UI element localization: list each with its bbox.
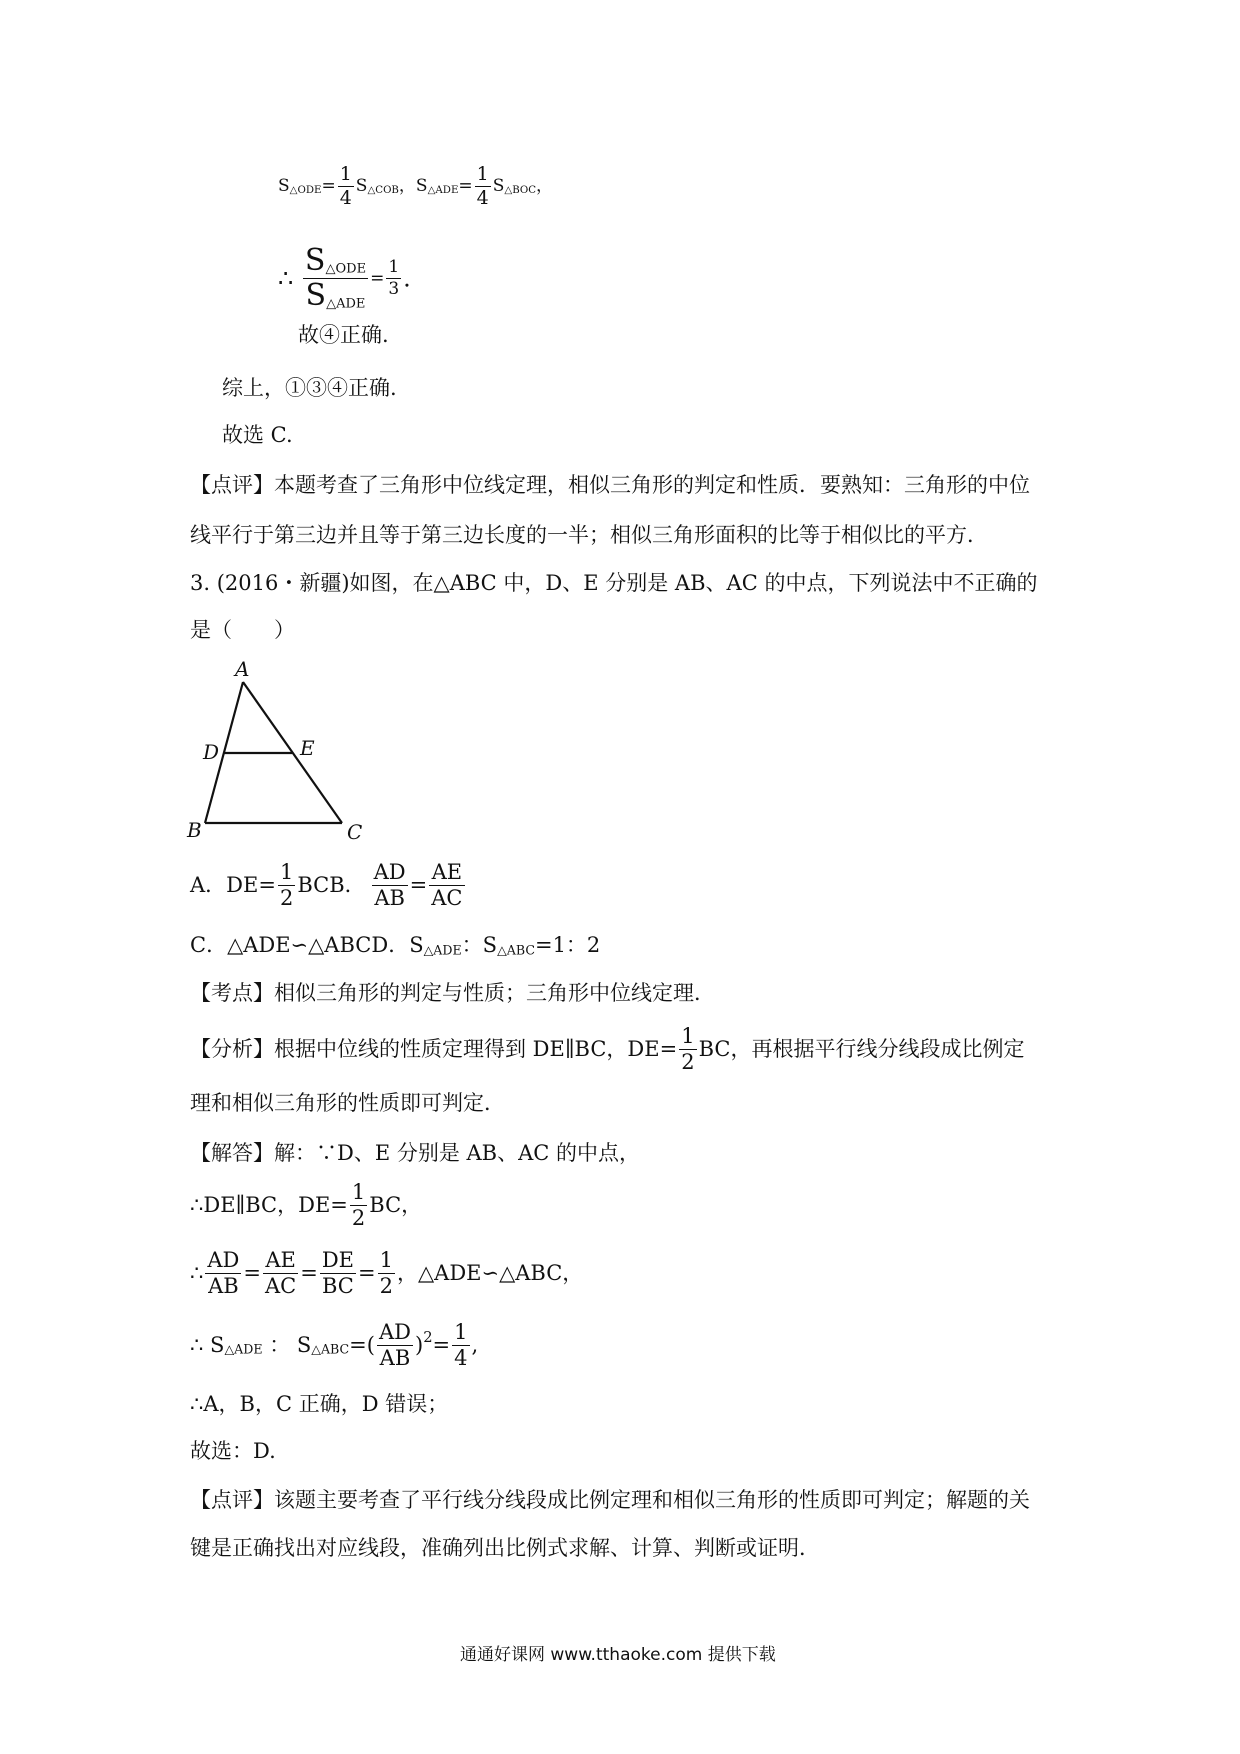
analysis-line-2: 理和相似三角形的性质即可判定．	[190, 1091, 505, 1115]
review-line-1: 【点评】该题主要考查了平行线分线段成比例定理和相似三角形的性质即可判定；解题的关	[190, 1488, 1030, 1512]
conclusion-4-correct: 故④正确.	[298, 323, 389, 347]
label-c: C	[347, 820, 363, 844]
analysis-line-1: 【分析】根据中位线的性质定理得到 DE∥BC，DE= $\frac{1}{2}$ BC，再根据平行线分线段成比例定	[190, 1024, 1025, 1074]
solution-line-4: ∴ $S_{\triangle ADE}$ ： $S_{\triangle ABC}=$( $\frac{AD}{AB}$ )$^2$= $\frac{1}{4}$ ,	[190, 1320, 479, 1370]
area-ratio-line: ∴ $\frac{S_{\triangle ODE}}{S_{\triangle ADE}}$ = $\frac{1}{3}$ .	[278, 243, 411, 313]
solution-line-1: 【解答】解：∵D、E 分别是 AB、AC 的中点，	[190, 1141, 641, 1165]
page-footer: 通通好课网 www.tthaoke.com 提供下载	[460, 1645, 776, 1665]
comment-line-1: 【点评】本题考查了三角形中位线定理，相似三角形的判定和性质．要熟知：三角形的中位	[190, 473, 1030, 497]
comment-line-2: 线平行于第三边并且等于第三边长度的一半；相似三角形面积的比等于相似比的平方．	[190, 523, 988, 547]
solution-line-6: 故选：D.	[190, 1439, 276, 1463]
answer-line: 故选 C.	[222, 423, 293, 447]
summary-line: 综上，①③④正确.	[222, 376, 397, 400]
options-a-b: A．DE= $\frac{1}{2}$ BCB． $\frac{AD}{AB}$ = $\frac{AE}{AC}$	[190, 860, 463, 910]
solution-line-5: ∴A，B，C 正确，D 错误；	[190, 1392, 449, 1416]
key-points: 【考点】相似三角形的判定与性质；三角形中位线定理．	[190, 981, 715, 1005]
area-relation-line: $S_{\triangle ODE}=$ $\frac{1}{4}$ $S_{\triangle COB}$，$S_{\triangle ADE}=$ $\frac{1}{4}$ $S_{\triangle BOC}$，	[278, 163, 554, 209]
label-d: D	[203, 740, 220, 764]
options-c-d: C．△ADE∽△ABCD．$S_{\triangle ADE}$：$S_{\triangle ABC}=1$：2	[190, 933, 601, 958]
label-a: A	[235, 657, 250, 681]
solution-line-3: ∴ $\frac{AD}{AB}$ = $\frac{AE}{AC}$ = $\frac{DE}{BC}$ = $\frac{1}{2}$ ，△ADE∽△ABC，	[190, 1248, 584, 1298]
triangle-figure	[185, 655, 385, 845]
label-e: E	[300, 736, 315, 760]
question-3-line-2: 是（ ）	[190, 618, 295, 642]
solution-line-2: ∴DE∥BC，DE= $\frac{1}{2}$ BC，	[190, 1180, 423, 1230]
label-b: B	[187, 818, 202, 842]
question-3-line-1: 3. (2016・新疆)如图，在△ABC 中，D、E 分别是 AB、AC 的中点，下列说法中不正确的	[190, 571, 1038, 595]
review-line-2: 键是正确找出对应线段，准确列出比例式求解、计算、判断或证明．	[190, 1536, 820, 1560]
